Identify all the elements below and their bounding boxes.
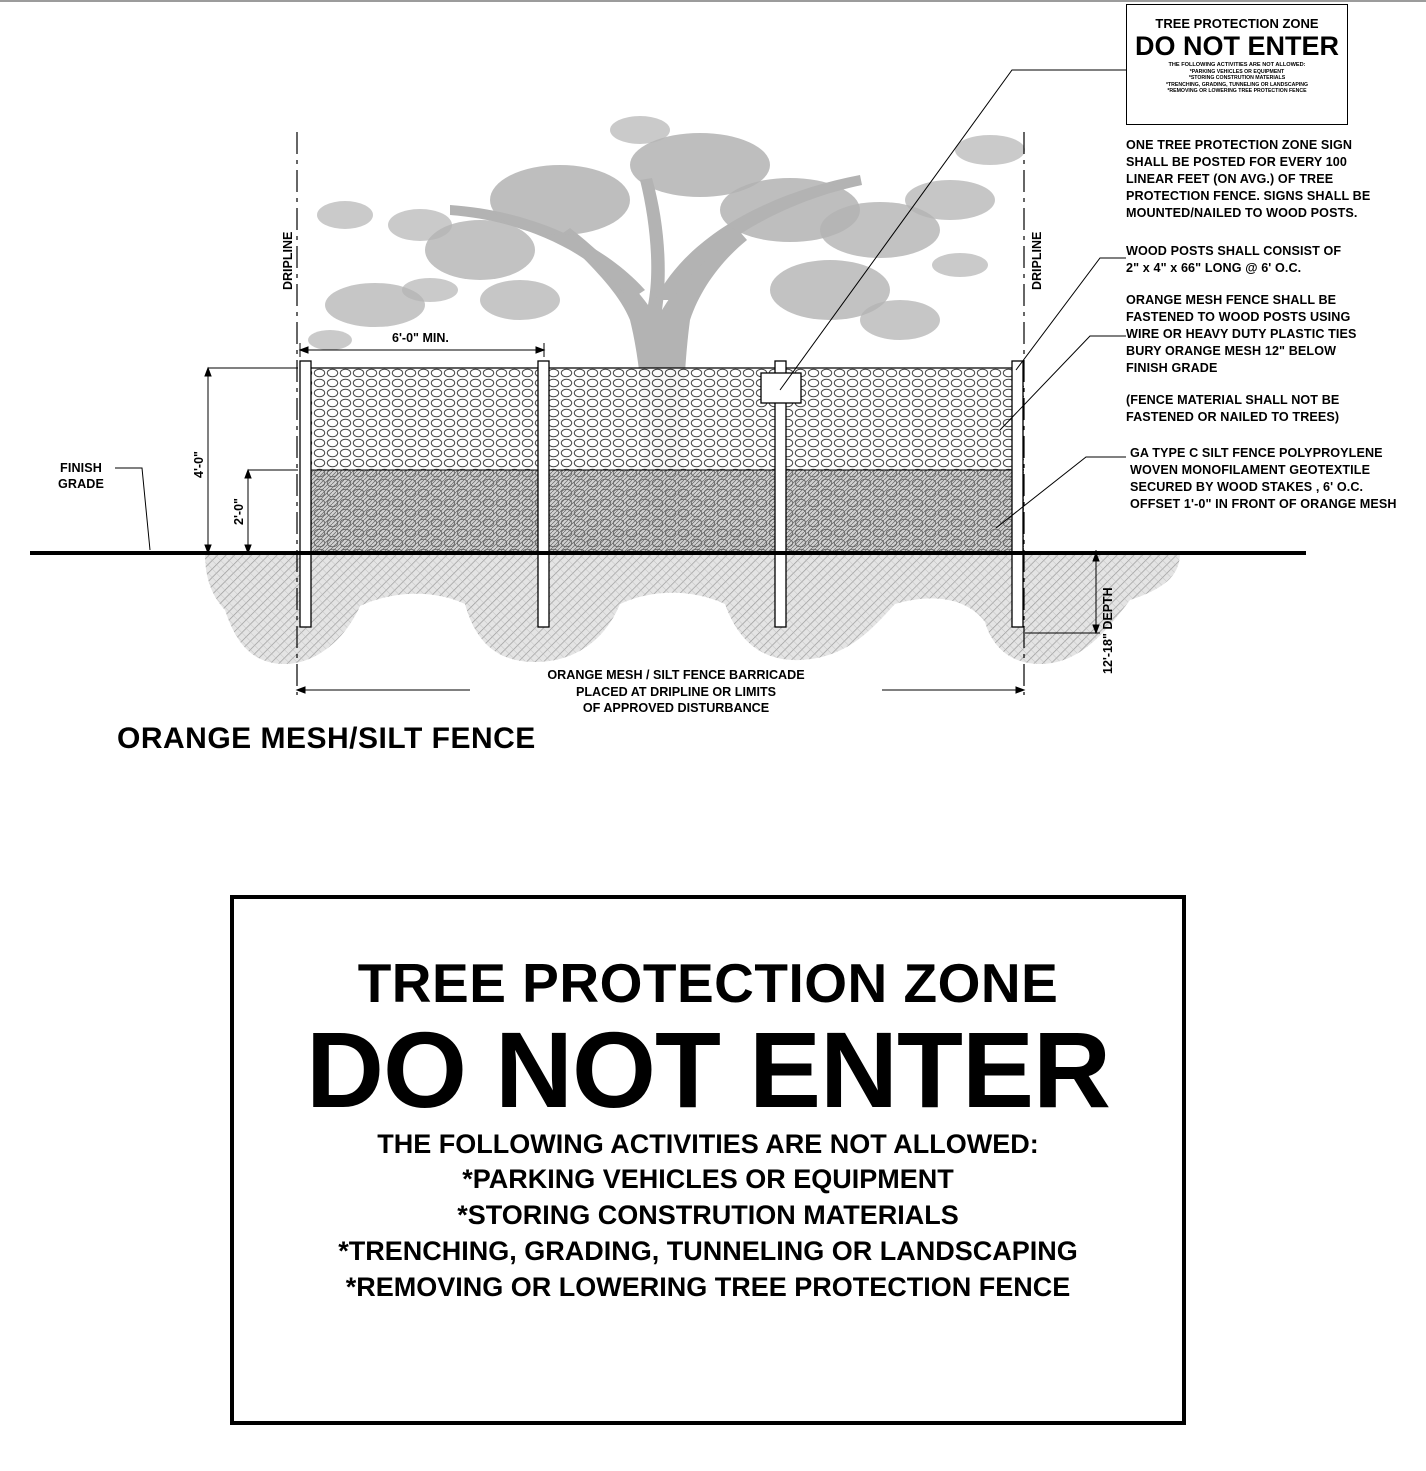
wood-post xyxy=(1012,361,1023,627)
dripline-right-label: DRIPLINE xyxy=(1030,231,1044,290)
note-wood-posts: WOOD POSTS SHALL CONSIST OF 2" x 4" x 66" LONG @ 6' O.C. xyxy=(1126,244,1342,275)
sign-warning: DO NOT ENTER xyxy=(305,1009,1110,1130)
mini-sign-warning: DO NOT ENTER xyxy=(1134,31,1339,61)
sign-intro: THE FOLLOWING ACTIVITIES ARE NOT ALLOWED: xyxy=(377,1129,1039,1159)
silt-height-dimension xyxy=(245,470,298,553)
mini-sign-item: *REMOVING OR LOWERING TREE PROTECTION FENCE xyxy=(1167,88,1307,95)
mini-sign-item: *TRENCHING, GRADING, TUNNELING OR LANDSCAPING xyxy=(1165,81,1309,88)
sign-item: *TRENCHING, GRADING, TUNNELING OR LANDSCAPING xyxy=(338,1236,1078,1266)
tree-protection-sign xyxy=(230,895,1186,1425)
note-silt-fence: GA TYPE C SILT FENCE POLYPROYLENE WOVEN MONOFILAMENT GEOTEXTILE SECURED BY WOOD STAKES , 6' O.C. OFFSET 1'-0" IN FRONT OF ORANGE MESH xyxy=(1130,446,1397,511)
drawing-title: ORANGE MESH/SILT FENCE xyxy=(117,722,536,755)
wood-post xyxy=(538,361,549,627)
soil-hatch xyxy=(205,553,1180,664)
depth-label: 12'-18" DEPTH xyxy=(1101,587,1115,674)
mini-sign-item: *PARKING VEHICLES OR EQUIPMENT xyxy=(1189,69,1285,75)
sign-item: *STORING CONSTRUTION MATERIALS xyxy=(457,1200,959,1230)
sign-item: *PARKING VEHICLES OR EQUIPMENT xyxy=(462,1164,954,1194)
finish-grade-label: FINISH GRADE xyxy=(58,461,104,491)
mini-sign xyxy=(1126,4,1348,125)
mesh-height-dimension xyxy=(205,368,298,553)
note-orange-mesh: ORANGE MESH FENCE SHALL BE FASTENED TO WOOD POSTS USING WIRE OR HEAVY DUTY PLASTIC TIES BURY ORANGE MESH 12" BELOW FINISH GRADE xyxy=(1126,293,1357,375)
wood-post xyxy=(300,361,311,627)
mesh-height-label: 4'-0" xyxy=(192,451,206,478)
note-fence-material: (FENCE MATERIAL SHALL NOT BE FASTENED OR NAILED TO TREES) xyxy=(1126,393,1340,424)
barricade-note: ORANGE MESH / SILT FENCE BARRICADE PLACED AT DRIPLINE OR LIMITS OF APPROVED DISTURBANCE xyxy=(470,667,882,717)
spacing-label: 6'-0" MIN. xyxy=(392,331,449,345)
mini-sign-item: *STORING CONSTRUTION MATERIALS xyxy=(1188,75,1286,82)
sign-heading: TREE PROTECTION ZONE xyxy=(357,952,1059,1014)
note-sign-posting: ONE TREE PROTECTION ZONE SIGN SHALL BE POSTED FOR EVERY 100 LINEAR FEET (ON AVG.) OF TREE PROTECTION FENCE. SIGNS SHALL BE MOUNTED/NAILED TO WOOD POSTS. xyxy=(1126,138,1371,220)
silt-height-label: 2'-0" xyxy=(232,498,246,525)
dripline-left-label: DRIPLINE xyxy=(281,231,295,290)
silt-fence xyxy=(300,470,1024,553)
sign-item: *REMOVING OR LOWERING TREE PROTECTION FENCE xyxy=(345,1272,1071,1302)
mini-sign-intro: THE FOLLOWING ACTIVITIES ARE NOT ALLOWED: xyxy=(1168,62,1306,68)
finish-grade-leader xyxy=(115,468,150,550)
mini-sign-heading: TREE PROTECTION ZONE xyxy=(1155,16,1319,31)
